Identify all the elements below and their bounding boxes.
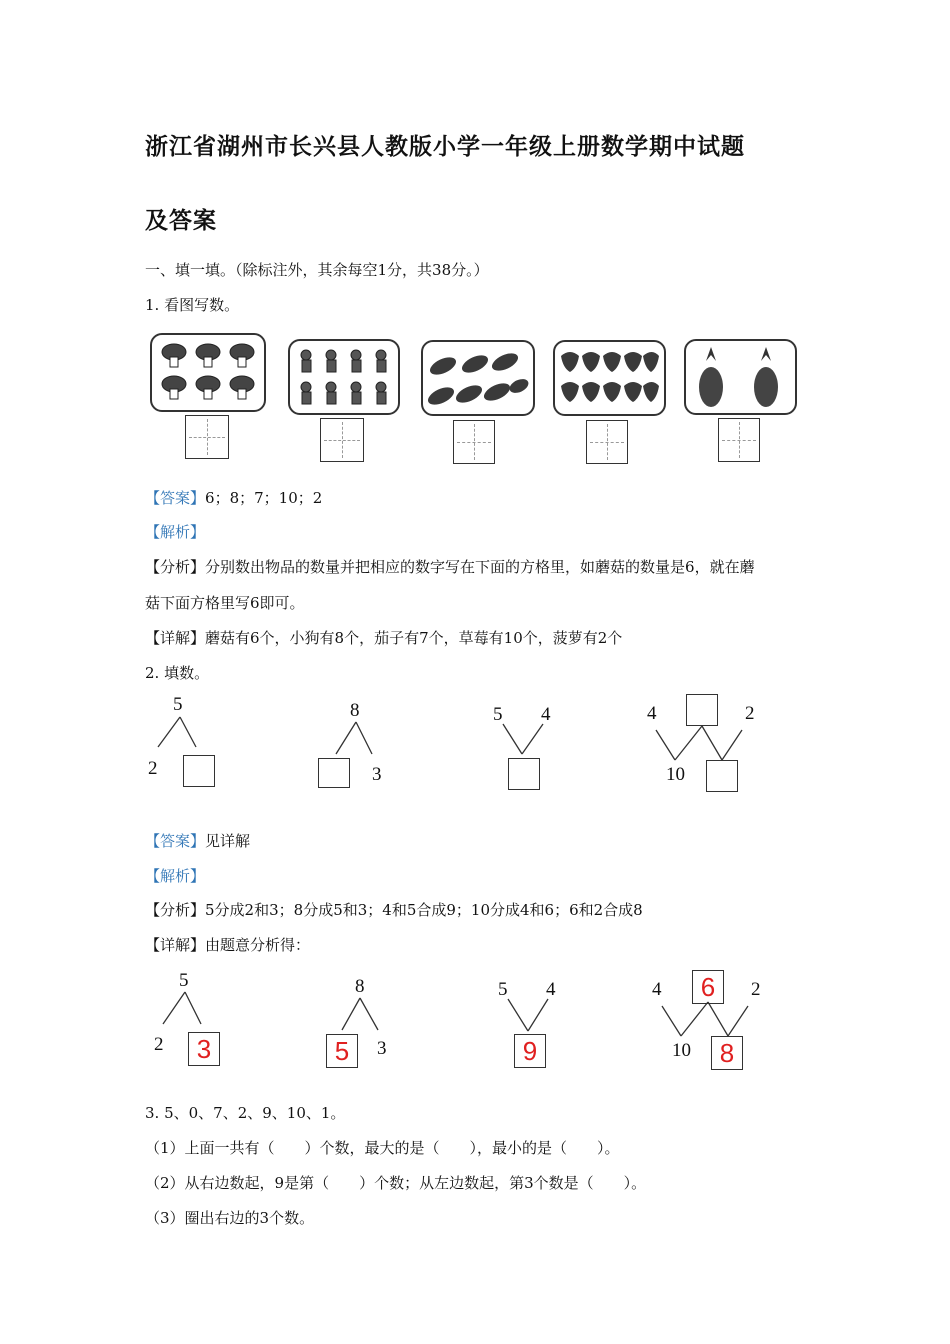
tree3-box[interactable] [508, 758, 540, 790]
eggplant-icon [423, 342, 533, 414]
q3-part1: （1）上面一共有（ ）个数，最大的是（ ），最小的是（ ）。 [145, 1139, 620, 1157]
puppy-panel [288, 339, 400, 415]
q3-part2: （2）从右边数起，9是第（ ）个数；从左边数起，第3个数是（ ）。 [145, 1174, 647, 1192]
q2-fenxi: 【分析】5分成2和3；8分成5和3；4和5合成9；10分成4和6；6和2合成8 [145, 901, 643, 919]
q1-analysis-tag: 【解析】 [145, 523, 206, 541]
q3-part3: （3）圈出右边的3个数。 [145, 1209, 315, 1227]
page-title: 浙江省湖州市长兴县人教版小学一年级上册数学期中试题 [145, 134, 745, 160]
sol4-top-answer: 6 [700, 972, 716, 1002]
tree2-box[interactable] [318, 758, 350, 788]
q2-xiangjie: 【详解】由题意分析得： [145, 936, 311, 954]
sol4-bottom: 10 [672, 1040, 691, 1061]
sol2-right: 3 [377, 1038, 387, 1059]
tree4-left: 4 [647, 703, 657, 724]
mushroom-icon [152, 335, 264, 410]
tree1-lines [0, 0, 200, 100]
sol3-branches [502, 997, 562, 1037]
tree4-right: 2 [745, 703, 755, 724]
sol3-box [514, 1034, 546, 1068]
q2-answer: 【答案】见详解 [145, 832, 251, 850]
tree4-top-box[interactable] [686, 694, 718, 726]
tree1-box[interactable] [183, 755, 215, 787]
answer-box-strawberry[interactable] [586, 420, 628, 464]
sol4-bottom-answer: 8 [719, 1038, 735, 1068]
sol4-left: 4 [652, 979, 662, 1000]
sol1-left: 2 [154, 1034, 164, 1055]
tree1-left: 2 [148, 758, 158, 779]
sol2-answer: 5 [334, 1036, 350, 1066]
sol3-right: 4 [546, 979, 556, 1000]
mushroom-panel [150, 333, 266, 412]
page-title-cont: 及答案 [145, 208, 217, 234]
eggplant-panel [421, 340, 535, 416]
q1-fenxi-cont: 菇下面方格里写6即可。 [145, 594, 305, 612]
q2-analysis-tag: 【解析】 [145, 867, 206, 885]
sol4-top-box [692, 970, 724, 1004]
answer-box-puppy[interactable] [320, 418, 364, 462]
strawberry-panel [553, 340, 666, 416]
sol3-left: 5 [498, 979, 508, 1000]
tree4-bottom-box[interactable] [706, 760, 738, 792]
tree2-top: 8 [350, 700, 360, 721]
sol1-answer: 3 [196, 1034, 212, 1064]
question-3: 3. 5、0、7、2、9、10、1。 [145, 1104, 346, 1122]
question-1: 1. 看图写数。 [145, 296, 240, 314]
pineapple-icon [686, 341, 795, 413]
answer-box-mushroom[interactable] [185, 415, 229, 459]
tree2-right: 3 [372, 764, 382, 785]
section-heading: 一、填一填。（除标注外，其余每空1分，共38分。） [145, 261, 489, 279]
sol1-top: 5 [179, 970, 189, 991]
q1-answer: 【答案】6；8；7；10；2 [145, 489, 323, 507]
strawberry-icon [555, 342, 664, 414]
answer-box-pineapple[interactable] [718, 418, 760, 462]
q1-xiangjie: 【详解】蘑菇有6个，小狗有8个，茄子有7个，草莓有10个，菠萝有2个 [145, 629, 623, 647]
tree3-left: 5 [493, 704, 503, 725]
tree4-bottom: 10 [666, 764, 685, 785]
tree1-top: 5 [173, 694, 183, 715]
pineapple-panel [684, 339, 797, 415]
tree3-right: 4 [541, 704, 551, 725]
sol4-bottom-box [711, 1036, 743, 1070]
tree3-branches [497, 722, 557, 762]
sol1-box [188, 1032, 220, 1066]
sol4-right: 2 [751, 979, 761, 1000]
answer-box-eggplant[interactable] [453, 420, 495, 464]
question-2: 2. 填数。 [145, 664, 210, 682]
sol2-top: 8 [355, 976, 365, 997]
sol2-box [326, 1034, 358, 1068]
puppy-icon [290, 341, 398, 413]
q1-fenxi: 【分析】分别数出物品的数量并把相应的数字写在下面的方格里，如蘑菇的数量是6，就在蘑 [145, 558, 755, 576]
sol3-answer: 9 [522, 1036, 538, 1066]
